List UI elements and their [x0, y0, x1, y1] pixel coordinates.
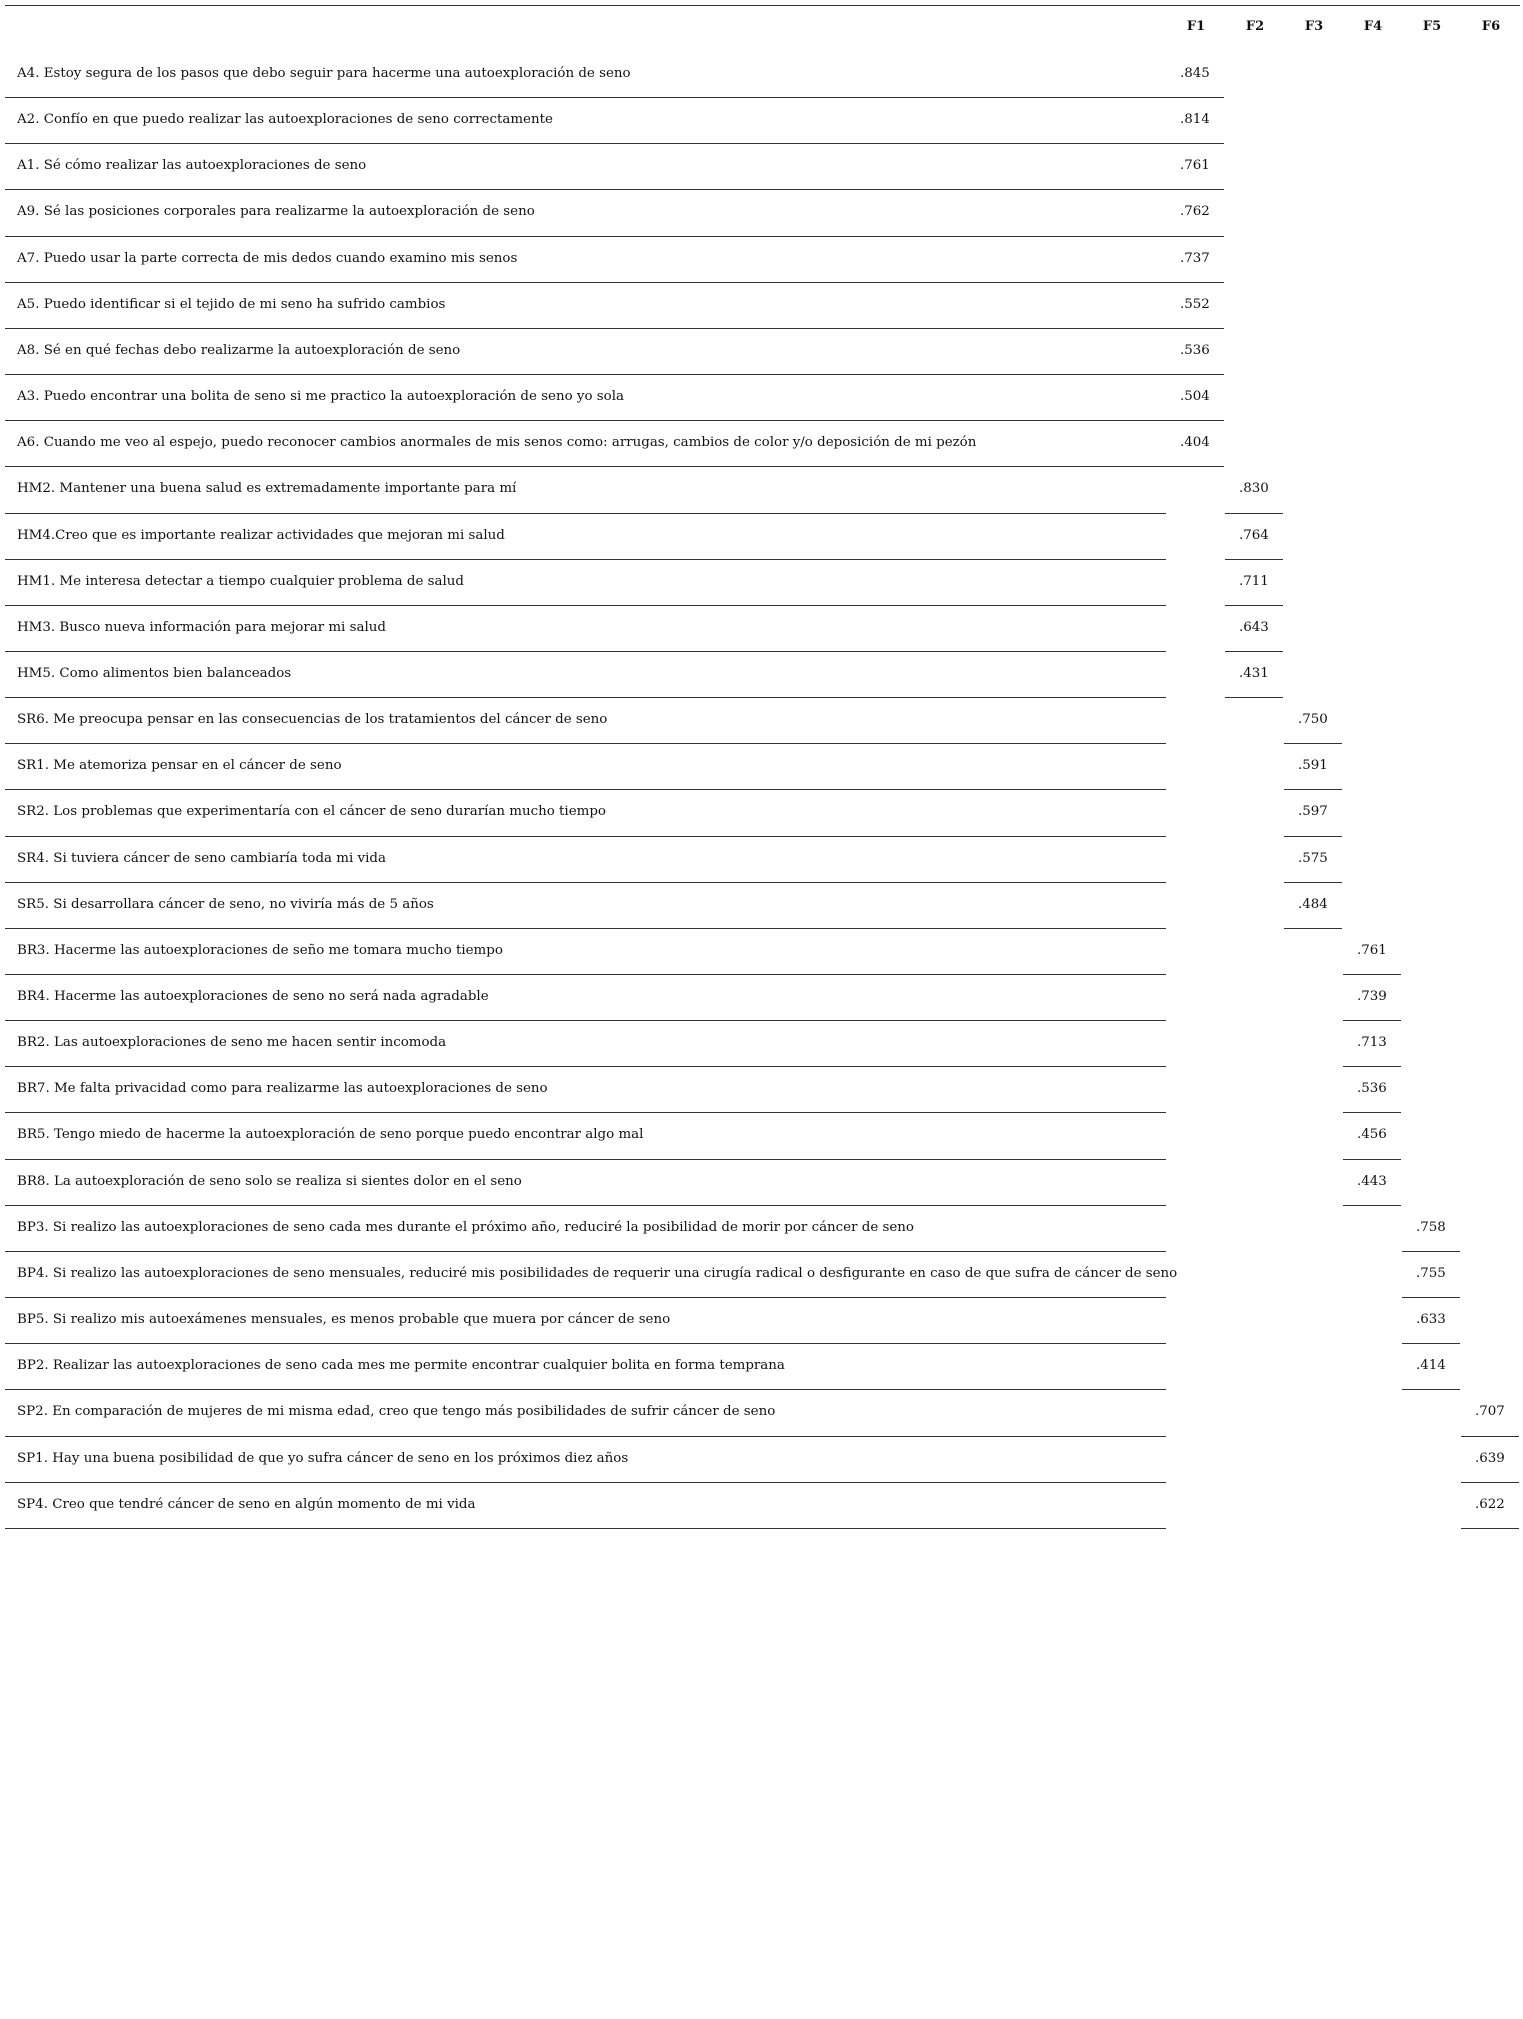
row-rule: [5, 97, 1166, 98]
row-rule: [5, 1020, 1166, 1021]
loading-rule: [1343, 1159, 1401, 1160]
loading-rule: [1343, 1020, 1401, 1021]
column-header-f4: F4: [1363, 19, 1383, 34]
row-rule: [5, 1066, 1166, 1067]
loading-value: .431: [1239, 665, 1269, 681]
row-rule: [5, 1436, 1166, 1437]
loading-value: .643: [1239, 619, 1269, 635]
row-label: SP4. Creo que tendré cáncer de seno en algún momento de mi vida: [17, 1496, 476, 1512]
row-label: A8. Sé en qué fechas debo realizarme la autoexploración de seno: [17, 342, 461, 358]
loading-value: .755: [1416, 1265, 1446, 1281]
row-rule: [5, 466, 1166, 467]
row-rule: [5, 1482, 1166, 1483]
row-label: A6. Cuando me veo al espejo, puedo reconocer cambios anormales de mis senos como: arrugas, cambios de color y/o deposición de mi pezón: [17, 435, 977, 451]
row-label: A1. Sé cómo realizar las autoexploraciones de seno: [17, 158, 367, 174]
row-label: HM4.Creo que es importante realizar actividades que mejoran mi salud: [17, 527, 505, 543]
row-label: A5. Puedo identificar si el tejido de mi seno ha sufrido cambios: [17, 296, 446, 312]
row-rule: [5, 882, 1166, 883]
loading-rule: [1225, 697, 1283, 698]
loading-rule: [1166, 189, 1224, 190]
row-rule: [5, 789, 1166, 790]
row-rule: [5, 743, 1166, 744]
loading-rule: [1166, 466, 1224, 467]
loading-value: .633: [1416, 1312, 1446, 1328]
loading-value: .711: [1239, 573, 1269, 589]
row-rule: [5, 1205, 1166, 1206]
row-rule: [5, 605, 1166, 606]
loading-value: .504: [1180, 389, 1210, 405]
header-top-rule: [5, 5, 1520, 6]
loading-value: .622: [1475, 1496, 1505, 1512]
loading-value: .591: [1298, 758, 1328, 774]
loading-rule: [1166, 374, 1224, 375]
row-label: BP3. Si realizo las autoexploraciones de seno cada mes durante el próximo año, reduciré la posibilidad de morir por cáncer de seno: [17, 1219, 914, 1235]
loading-rule: [1461, 1436, 1519, 1437]
row-label: HM3. Busco nueva información para mejorar mi salud: [17, 619, 386, 635]
loading-value: .762: [1180, 204, 1210, 220]
row-rule: [5, 928, 1166, 929]
loading-value: .750: [1298, 712, 1328, 728]
row-label: SR4. Si tuviera cáncer de seno cambiaría toda mi vida: [17, 850, 386, 866]
row-rule: [5, 328, 1166, 329]
loading-rule: [1284, 882, 1342, 883]
row-label: BP4. Si realizo las autoexploraciones de seno mensuales, reduciré mis posibilidades de requerir una cirugía radical o desfigurante en caso de que sufra de cáncer de seno: [17, 1265, 1178, 1281]
loading-rule: [1343, 1112, 1401, 1113]
loading-rule: [1284, 836, 1342, 837]
row-label: SR6. Me preocupa pensar en las consecuencias de los tratamientos del cáncer de seno: [17, 712, 608, 728]
row-label: SR5. Si desarrollara cáncer de seno, no viviría más de 5 años: [17, 896, 434, 912]
loading-value: .707: [1475, 1404, 1505, 1420]
loading-value: .597: [1298, 804, 1328, 820]
row-label: A7. Puedo usar la parte correcta de mis dedos cuando examino mis senos: [17, 250, 518, 266]
row-rule: [5, 559, 1166, 560]
row-label: A4. Estoy segura de los pasos que debo seguir para hacerme una autoexploración de seno: [17, 66, 631, 81]
row-rule: [5, 189, 1166, 190]
column-header-f5: F5: [1422, 19, 1442, 34]
row-rule: [5, 1389, 1166, 1390]
loading-rule: [1343, 974, 1401, 975]
loading-rule: [1402, 1389, 1460, 1390]
loading-value: .830: [1239, 481, 1269, 497]
row-label: SP1. Hay una buena posibilidad de que yo sufra cáncer de seno en los próximos diez años: [17, 1450, 629, 1466]
loading-rule: [1166, 236, 1224, 237]
loading-rule: [1284, 789, 1342, 790]
loading-value: .845: [1180, 66, 1210, 81]
row-label: BR5. Tengo miedo de hacerme la autoexploración de seno porque puedo encontrar algo mal: [17, 1127, 644, 1143]
row-rule: [5, 513, 1166, 514]
row-label: SR1. Me atemoriza pensar en el cáncer de seno: [17, 758, 342, 774]
row-label: HM2. Mantener una buena salud es extremadamente importante para mí: [17, 481, 517, 497]
row-rule: [5, 1159, 1166, 1160]
loading-rule: [1461, 1482, 1519, 1483]
column-header-f6: F6: [1481, 19, 1501, 34]
column-header-f1: F1: [1186, 19, 1206, 34]
row-rule: [5, 1251, 1166, 1252]
column-header-f3: F3: [1304, 19, 1324, 34]
row-rule: [5, 697, 1166, 698]
row-rule: [5, 974, 1166, 975]
loading-rule: [1343, 1066, 1401, 1067]
row-rule: [5, 1112, 1166, 1113]
row-label: A9. Sé las posiciones corporales para realizarme la autoexploración de seno: [17, 204, 535, 220]
loading-rule: [1166, 143, 1224, 144]
loading-value: .814: [1180, 112, 1210, 128]
loading-value: .764: [1239, 527, 1269, 543]
row-rule: [5, 420, 1166, 421]
loading-rule: [1461, 1528, 1519, 1529]
loading-value: .552: [1180, 296, 1210, 312]
row-rule: [5, 282, 1166, 283]
row-label: BR2. Las autoexploraciones de seno me hacen sentir incomoda: [17, 1035, 447, 1051]
loading-rule: [1166, 420, 1224, 421]
loading-rule: [1402, 1343, 1460, 1344]
row-rule: [5, 1343, 1166, 1344]
loading-value: .758: [1416, 1219, 1446, 1235]
row-label: HM1. Me interesa detectar a tiempo cualquier problema de salud: [17, 573, 464, 589]
loading-rule: [1166, 328, 1224, 329]
row-label: SP2. En comparación de mujeres de mi misma edad, creo que tengo más posibilidades de sufrir cáncer de seno: [17, 1404, 776, 1420]
row-label: BP2. Realizar las autoexploraciones de seno cada mes me permite encontrar cualquier bolita en forma temprana: [17, 1358, 785, 1374]
row-label: A3. Puedo encontrar una bolita de seno si me practico la autoexploración de seno yo sola: [17, 389, 624, 405]
loading-rule: [1402, 1251, 1460, 1252]
loading-rule: [1225, 651, 1283, 652]
loading-rule: [1284, 743, 1342, 744]
row-label: BR3. Hacerme las autoexploraciones de seño me tomara mucho tiempo: [17, 942, 503, 958]
loading-rule: [1343, 1205, 1401, 1206]
loading-value: .739: [1357, 989, 1387, 1004]
loading-rule: [1225, 605, 1283, 606]
row-label: BR8. La autoexploración de seno solo se realiza si sientes dolor en el seno: [17, 1173, 522, 1189]
loading-value: .737: [1180, 250, 1210, 266]
row-label: BR7. Me falta privacidad como para realizarme las autoexploraciones de seno: [17, 1081, 548, 1097]
loading-value: .536: [1357, 1081, 1387, 1097]
loading-value: .536: [1180, 342, 1210, 358]
loading-rule: [1225, 559, 1283, 560]
loading-value: .456: [1357, 1127, 1387, 1143]
loading-rule: [1166, 97, 1224, 98]
row-label: HM5. Como alimentos bien balanceados: [17, 665, 292, 681]
column-header-f2: F2: [1245, 19, 1265, 34]
loading-value: .761: [1180, 158, 1210, 174]
loading-rule: [1402, 1297, 1460, 1298]
loading-value: .575: [1298, 850, 1328, 866]
row-rule: [5, 1297, 1166, 1298]
row-label: A2. Confío en que puedo realizar las autoexploraciones de seno correctamente: [17, 112, 553, 128]
loading-value: .404: [1180, 435, 1210, 451]
loading-rule: [1166, 282, 1224, 283]
row-label: BP5. Si realizo mis autoexámenes mensuales, es menos probable que muera por cáncer de seno: [17, 1312, 671, 1328]
loading-value: .443: [1357, 1173, 1387, 1189]
loading-value: .484: [1298, 896, 1328, 912]
row-rule: [5, 836, 1166, 837]
loading-value: .639: [1475, 1450, 1505, 1466]
row-rule: [5, 1528, 1166, 1529]
loading-value: .414: [1416, 1358, 1446, 1374]
row-rule: [5, 236, 1166, 237]
row-rule: [5, 651, 1166, 652]
loading-rule: [1284, 928, 1342, 929]
row-rule: [5, 374, 1166, 375]
row-rule: [5, 143, 1166, 144]
loading-value: .761: [1357, 942, 1387, 958]
loading-value: .713: [1357, 1035, 1387, 1051]
row-label: BR4. Hacerme las autoexploraciones de seno no será nada agradable: [17, 989, 489, 1004]
loading-rule: [1225, 513, 1283, 514]
row-label: SR2. Los problemas que experimentaría con el cáncer de seno durarían mucho tiempo: [17, 804, 606, 820]
